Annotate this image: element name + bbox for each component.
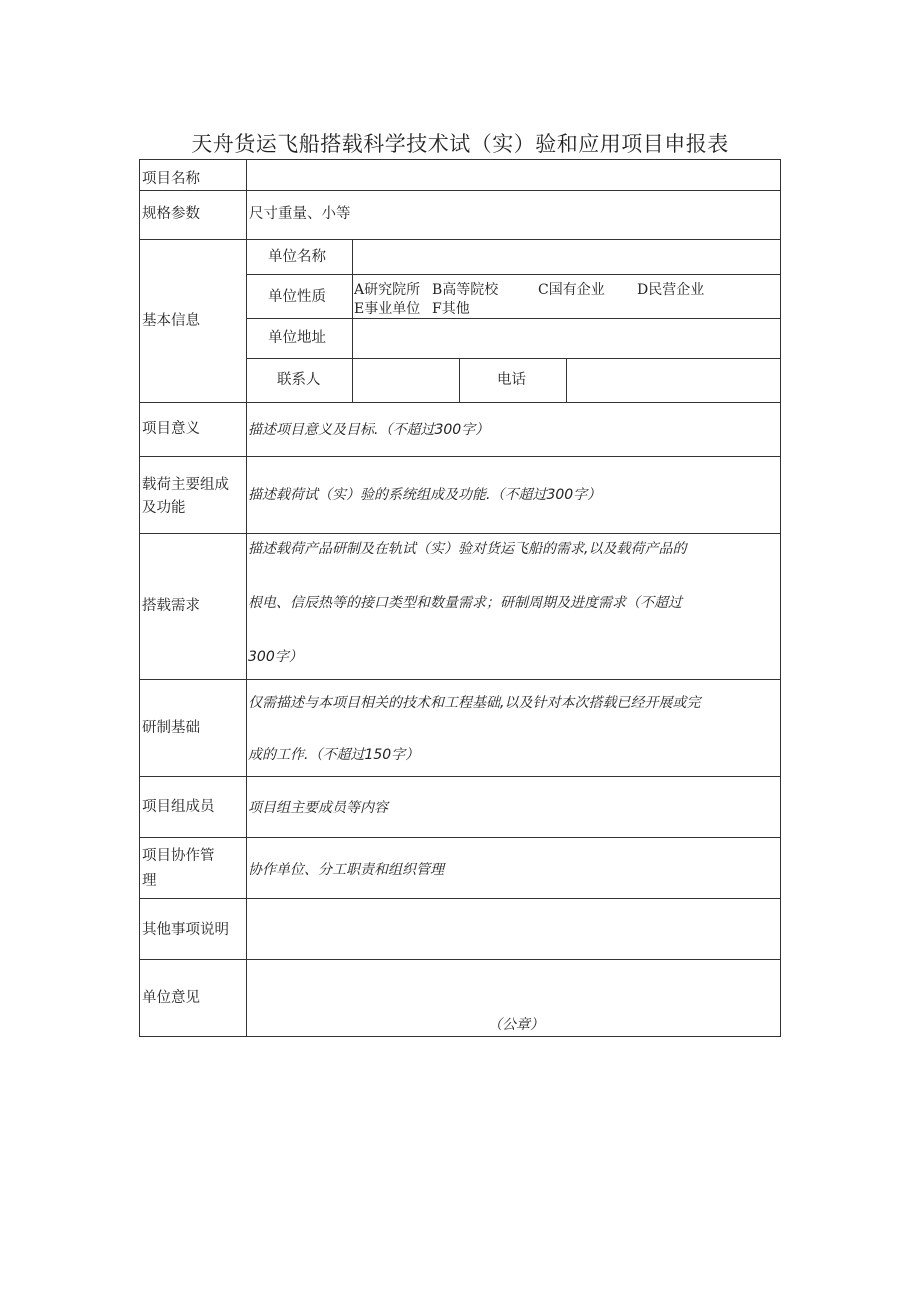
label-unit-address: 单位地址: [268, 330, 326, 346]
option-other[interactable]: F其他: [432, 301, 470, 317]
label-phone: 电话: [497, 372, 526, 388]
unit-name-field[interactable]: [356, 248, 776, 266]
label-contact: 联系人: [277, 372, 321, 388]
option-research-institute[interactable]: A研究院所: [354, 282, 421, 298]
label-unit-name: 单位名称: [268, 249, 326, 265]
requirements-hint-line3[interactable]: 300字）: [248, 649, 303, 665]
label-basic-info: 基本信息: [142, 313, 200, 329]
requirements-hint-line1[interactable]: 描述载荷产品研制及在轨试（实）验对货运飞船的需求,以及载荷产品的: [248, 541, 687, 557]
label-requirements: 搭载需求: [142, 598, 200, 614]
contact-field[interactable]: [356, 371, 456, 389]
spec-params-value[interactable]: 尺寸重量、小等: [249, 206, 351, 222]
phone-field[interactable]: [570, 371, 776, 389]
label-payload-line2: 及功能: [142, 500, 186, 516]
label-spec-params: 规格参数: [142, 206, 200, 222]
label-payload-line1: 载荷主要组成: [142, 477, 229, 493]
label-unit-opinion: 单位意见: [142, 990, 200, 1006]
foundation-hint-line1[interactable]: 仅需描述与本项目相关的技术和工程基础,以及针对本次搭载已经开展或完: [248, 695, 701, 711]
collaboration-hint[interactable]: 协作单位、分工职责和组织管理: [248, 862, 444, 878]
label-members: 项目组成员: [142, 799, 215, 815]
label-collaboration-line1: 项目协作管: [142, 848, 215, 864]
option-public-institution[interactable]: E事业单位: [354, 301, 421, 317]
other-field[interactable]: [252, 921, 772, 939]
foundation-hint-line2[interactable]: 成的工作.（不超过150字）: [248, 747, 420, 763]
significance-hint[interactable]: 描述项目意义及目标.（不超过300字）: [248, 422, 490, 438]
seal-placeholder: （公章）: [488, 1017, 544, 1033]
label-project-name: 项目名称: [142, 171, 200, 187]
members-hint[interactable]: 项目组主要成员等内容: [248, 800, 388, 816]
label-collaboration-line2: 理: [142, 873, 157, 889]
label-unit-nature: 单位性质: [268, 289, 326, 305]
option-state-enterprise[interactable]: C国有企业: [538, 282, 605, 298]
option-university[interactable]: B高等院校: [432, 282, 499, 298]
payload-hint[interactable]: 描述载荷试（实）验的系统组成及功能.（不超过300字）: [248, 487, 602, 503]
label-other: 其他事项说明: [142, 922, 229, 938]
label-foundation: 研制基础: [142, 720, 200, 736]
unit-address-field[interactable]: [356, 329, 776, 347]
requirements-hint-line2[interactable]: 根电、信辰热等的接口类型和数量需求；研制周期及进度需求（不超过: [248, 595, 682, 611]
label-significance: 项目意义: [142, 421, 200, 437]
option-private-enterprise[interactable]: D民营企业: [637, 282, 705, 298]
form-title: 天舟货运飞船搭载科学技术试（实）验和应用项目申报表: [191, 132, 729, 156]
